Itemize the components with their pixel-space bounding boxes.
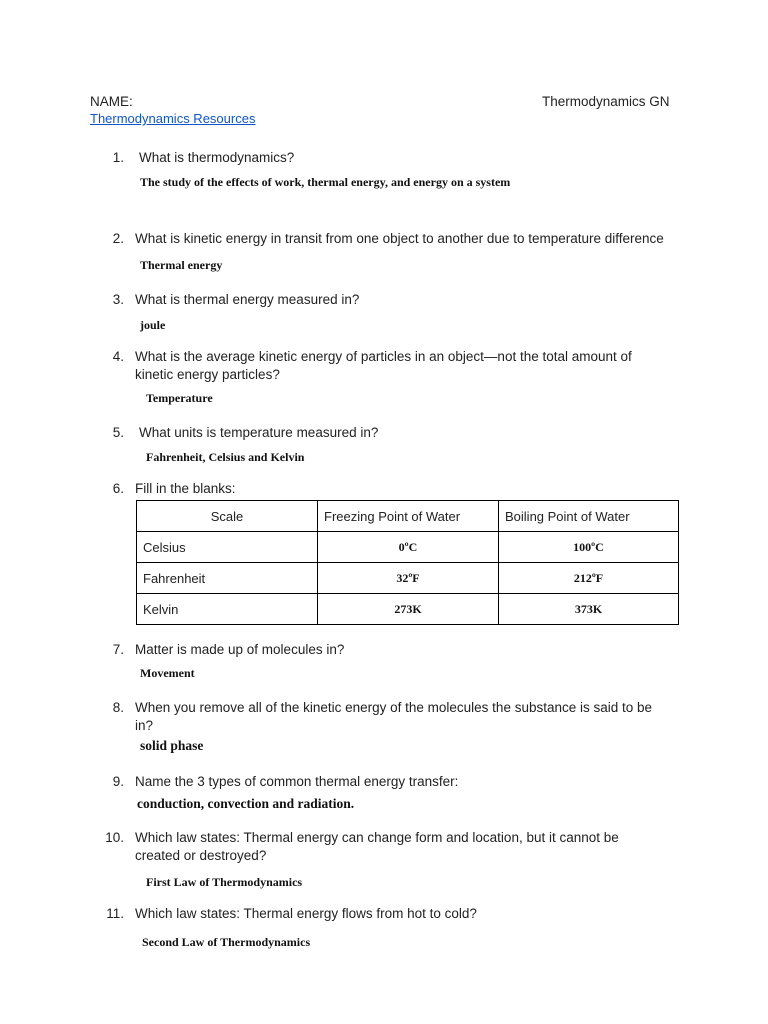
table-header-row xyxy=(137,501,679,532)
question-text: Which law states: Thermal energy can change form and location, but it cannot be xyxy=(135,830,619,845)
question-text: Matter is made up of molecules in? xyxy=(135,642,345,657)
answer-10: First Law of Thermodynamics xyxy=(146,875,303,889)
question-text: When you remove all of the kinetic energy of the molecules the substance is said to be xyxy=(135,700,653,715)
question-number: 3. xyxy=(112,292,124,307)
scale-cell: Fahrenheit xyxy=(137,563,318,594)
question-text-line2: in? xyxy=(135,718,154,733)
temperature-scale-table xyxy=(136,500,679,625)
question-number: 11. xyxy=(106,906,124,921)
scale-cell: Celsius xyxy=(137,532,318,563)
question-number: 7. xyxy=(112,642,124,657)
question-text: What is kinetic energy in transit from one object to another due to temperature difference xyxy=(135,231,664,246)
table-header-cell: Boiling Point of Water xyxy=(499,501,679,532)
question-10 xyxy=(0,829,768,865)
document-title: Thermodynamics GN xyxy=(542,94,670,109)
answer-9: conduction, convection and radiation. xyxy=(137,796,355,811)
question-text: What is the average kinetic energy of particles in an object—not the total amount of xyxy=(135,349,632,364)
question-number: 10. xyxy=(105,830,124,845)
answer-3: joule xyxy=(140,318,166,332)
answer-1: The study of the effects of work, thermal energy, and energy on a system xyxy=(140,175,511,189)
name-label: NAME: xyxy=(90,94,133,109)
question-text: Which law states: Thermal energy flows from hot to cold? xyxy=(135,906,477,921)
question-number: 6. xyxy=(112,481,124,496)
question-text: Name the 3 types of common thermal energy transfer: xyxy=(135,774,459,789)
resources-link[interactable]: Thermodynamics Resources xyxy=(90,111,256,126)
table-row xyxy=(137,532,679,563)
freezing-point-cell: 0ºC xyxy=(318,532,499,563)
boiling-point-cell: 373K xyxy=(499,594,679,625)
question-4 xyxy=(0,348,768,384)
question-number: 4. xyxy=(112,349,124,364)
freezing-point-cell: 273K xyxy=(318,594,499,625)
answer-2: Thermal energy xyxy=(140,258,223,272)
table-header-cell: Scale xyxy=(137,501,318,532)
question-number: 2. xyxy=(112,231,124,246)
answer-11: Second Law of Thermodynamics xyxy=(142,935,311,949)
table-row xyxy=(137,563,679,594)
question-number: 5. xyxy=(112,425,124,440)
answer-7: Movement xyxy=(140,666,195,680)
answer-8: solid phase xyxy=(140,738,204,753)
answer-4: Temperature xyxy=(146,391,213,405)
question-8 xyxy=(0,699,768,735)
question-text: What is thermal energy measured in? xyxy=(135,292,360,307)
question-text: What is thermodynamics? xyxy=(139,150,295,165)
question-text-line2: kinetic energy particles? xyxy=(135,367,280,382)
answer-5: Fahrenheit, Celsius and Kelvin xyxy=(146,450,305,464)
boiling-point-cell: 212ºF xyxy=(499,563,679,594)
table-header-cell: Freezing Point of Water xyxy=(318,501,499,532)
scale-cell: Kelvin xyxy=(137,594,318,625)
boiling-point-cell: 100ºC xyxy=(499,532,679,563)
question-text: Fill in the blanks: xyxy=(135,481,236,496)
question-number: 8. xyxy=(112,700,124,715)
question-text: What units is temperature measured in? xyxy=(139,425,379,440)
question-number: 9. xyxy=(112,774,124,789)
question-number: 1. xyxy=(112,150,124,165)
table-row xyxy=(137,594,679,625)
question-text-line2: created or destroyed? xyxy=(135,848,267,863)
freezing-point-cell: 32ºF xyxy=(318,563,499,594)
